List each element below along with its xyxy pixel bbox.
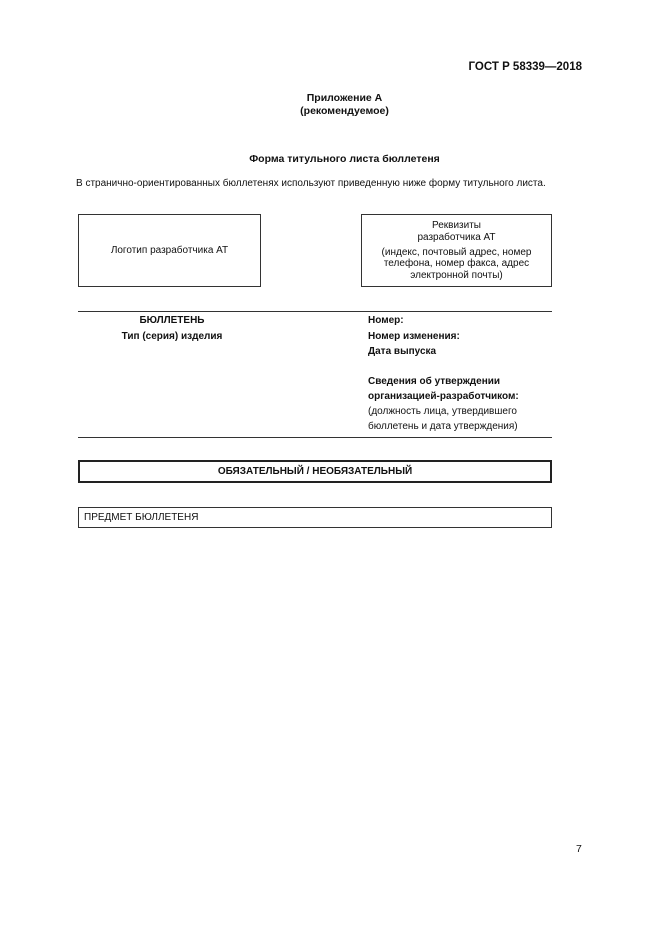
intro-text: В странично-ориентированных бюллетенях используют приведенную ниже форму титульного листа. — [76, 178, 546, 189]
bulletin-title: БЮЛЛЕТЕНЬ — [139, 315, 205, 326]
requisites-line-1: Реквизиты — [431, 220, 481, 231]
divider-top — [78, 311, 552, 312]
requisites-box — [361, 214, 552, 287]
approval-note-2: бюллетень и дата утверждения) — [368, 421, 518, 432]
number-label: Номер: — [368, 315, 404, 326]
mandatory-label: ОБЯЗАТЕЛЬНЫЙ / НЕОБЯЗАТЕЛЬНЫЙ — [217, 466, 413, 477]
requisites-line-2: разработчика АТ — [417, 231, 496, 243]
logo-box — [78, 214, 261, 287]
appendix-subtitle: (рекомендуемое) — [300, 105, 389, 117]
release-date-label: Дата выпуска — [368, 346, 437, 357]
approval-note-1: (должность лица, утвердившего — [368, 406, 517, 417]
standard-code: ГОСТ Р 58339—2018 — [468, 61, 582, 73]
change-number-label: Номер изменения: — [368, 331, 460, 342]
mandatory-box — [78, 460, 552, 483]
subject-label: ПРЕДМЕТ БЮЛЛЕТЕНЯ — [84, 512, 199, 523]
appendix-heading — [0, 92, 661, 118]
requisites-line-5: электронной почты) — [410, 270, 503, 282]
logo-box-label: Логотип разработчика АТ — [110, 245, 229, 256]
requisites-line-4: телефона, номер факса, адрес — [383, 258, 530, 270]
bulletin-type: Тип (серия) изделия — [121, 331, 223, 342]
form-title-text: Форма титульного листа бюллетеня — [249, 153, 440, 165]
approval-label-1: Сведения об утверждении — [368, 376, 501, 387]
page-number: 7 — [576, 843, 582, 855]
requisites-line-3: (индекс, почтовый адрес, номер — [381, 246, 532, 258]
appendix-title: Приложение А — [306, 92, 383, 104]
subject-box — [78, 507, 552, 528]
divider-bottom — [78, 437, 552, 438]
form-title — [0, 153, 661, 165]
approval-label-2: организацией-разработчиком: — [368, 391, 519, 402]
